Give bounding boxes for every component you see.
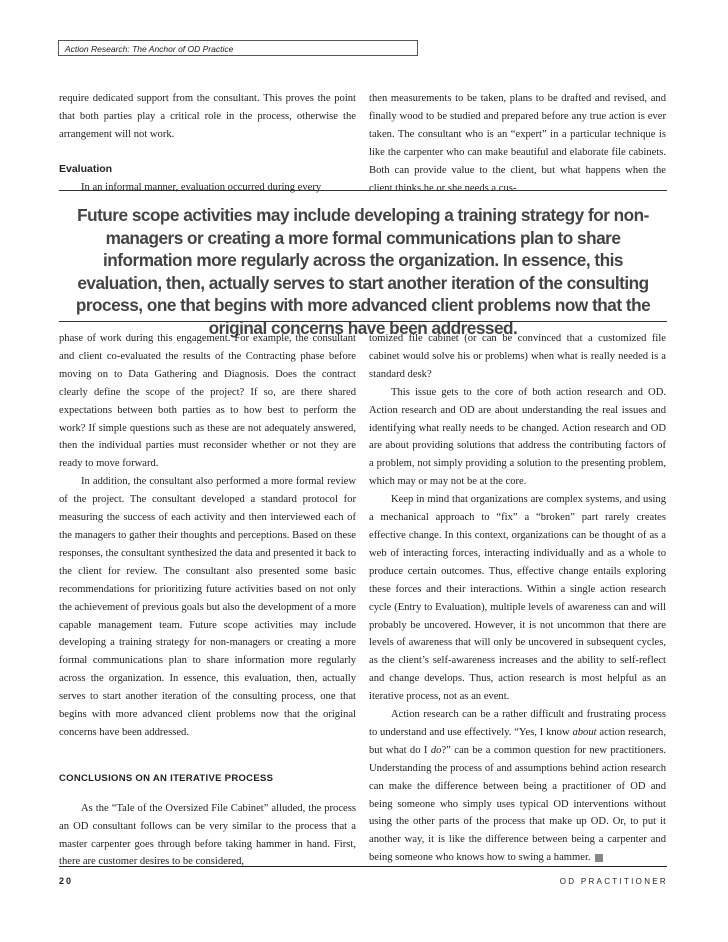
top-left-column — [59, 90, 356, 197]
section-subhead: Evaluation — [59, 162, 113, 175]
body-paragraph: This issue gets to the core of both action research and OD. Action research and OD are about understanding the real issues and identifying what really needs to be changed. Action research and OD are about providing solutions that address the contributing factors of a problem, not simply providing a solution to the presenting problem, which may or may not be at the core. — [369, 386, 666, 488]
bottom-left-column — [59, 330, 356, 871]
publication-title: OD PRACTITIONER — [559, 877, 668, 886]
body-paragraph: In addition, the consultant also performed a more formal review of the project. The consultant developed a standard protocol for measuring the success of each activity and then interviewed each of the managers to gather their thoughts and perceptions. Based on these responses, the consultant synthesized the data and presented it back to the client for review. The consultant also presented some basic recommendations for prioritizing future activities based on not only the achievement of previous goals but also the development of a more capable management team. Future scope activities may include developing a training strategy for non-managers or creating a more formal communications plan to share information more regularly across the organization. In essence, this evaluation, then, actually serves to start another iteration of the consulting process, one that begins with more advanced client problems now that the original concerns have been addressed. — [59, 476, 356, 738]
body-paragraph — [369, 706, 666, 867]
footer-rule — [59, 866, 667, 867]
text-run: action research, but what do I — [369, 726, 666, 756]
body-paragraph: Keep in mind that organizations are complex systems, and using a mechanical approach to “fix” a “broken” part rarely creates effective change. In this context, organizations can be thought of as a web of interacting forces, interacting individually and as a whole to produce certain outcomes. Thus, effective change entails exploring these forces and their interactions. Within a single action research cycle (Entry to Evaluation), multiple levels of awareness can and will probably be uncovered. However, it is not uncommon that there are levels of awareness that will only be uncovered in subsequent cycles, as the client’s self-awareness increases and the ability to self-reflect and change develops. Thus, action research is most helpful as an iterative process, not as an event. — [369, 494, 666, 703]
body-paragraph: tomized file cabinet (or can be convinced that a customized file cabinet would solve his or problems) when what is really needed is a standard desk? — [369, 333, 666, 380]
pull-quote: Future scope activities may include developing a training strategy for non-managers or creating a more formal communications plan to share information more regularly across the organization. In essence, this evaluation, then, actually serves to start another iteration of the consulting process, one that begins with more advanced client problems now that the original concerns have been addressed. — [75, 205, 651, 338]
body-paragraph: then measurements to be taken, plans to be drafted and revised, and finally wood to be studied and prepared before any true action is ever taken. The consultant who is an “expert” in a particular technique is like the carpenter who can make beautiful and elaborate file cabinets. Both can provide value to the client, but what happens when the client thinks he or she needs a cus- — [369, 93, 666, 194]
emphasis-text: do — [430, 744, 442, 756]
body-paragraph: In an informal manner, evaluation occurred during every — [81, 181, 322, 193]
page-number: 20 — [59, 876, 74, 886]
body-paragraph: phase of work during this engagement. For example, the consultant and client co-evaluated the results of the Contracting phase before moving on to Data Gathering and Diagnosis. Does the contract clearly define the scope of the project? If so, are there shared expectations between both parties as to how best to perform the work? If simple questions such as these are not adequately answered, then the individual parties must reconsider whether or not they are ready to move forward. — [59, 333, 356, 470]
body-paragraph: require dedicated support from the consultant. This proves the point that both parties play a critical role in the process, otherwise the arrangement will not work. — [59, 93, 356, 140]
text-run: Action research can be a rather difficult and frustrating process to understand and use effectively. “Yes, I know — [369, 709, 666, 738]
bottom-right-column — [369, 330, 666, 867]
emphasis-text: about — [572, 726, 597, 738]
pull-quote-bottom-rule — [59, 321, 667, 322]
top-right-column — [369, 90, 666, 197]
running-header — [58, 40, 418, 56]
section-heading: CONCLUSIONS ON AN ITERATIVE PROCESS — [59, 772, 274, 784]
text-run: ?” can be a common question for new practitioners. Understanding the process of and assumptions behind action research can make the difference between being a practitioner of OD and being someone who simply uses typical OD interventions without using the other parts of the process that make up OD. Or, to put it another way, it is like the difference between being a carpenter and being someone who knows how to swing a hammer. — [369, 744, 666, 864]
pull-quote-top-rule — [59, 190, 667, 191]
running-header-title: Action Research: The Anchor of OD Practice — [65, 44, 234, 54]
body-paragraph: As the “Tale of the Oversized File Cabinet” alluded, the process an OD consultant follows can be very similar to the process that a master carpenter goes through before taking hammer in hand. First, there are customer desires to be considered, — [59, 802, 356, 868]
end-of-article-icon — [595, 854, 603, 862]
